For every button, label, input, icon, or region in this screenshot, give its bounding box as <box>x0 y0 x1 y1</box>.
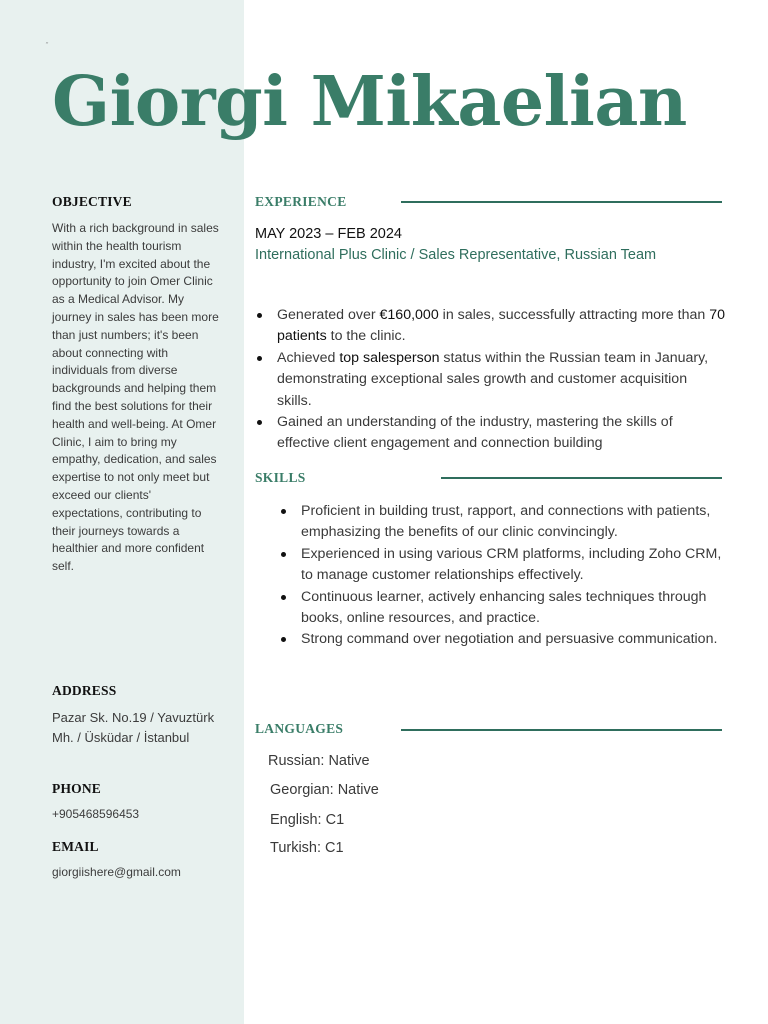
address-heading: ADDRESS <box>52 683 117 698</box>
language-item: Turkish: C1 <box>270 840 344 856</box>
objective-heading: OBJECTIVE <box>52 194 132 209</box>
skill-item: Strong command over negotiation and persuasive communication. <box>279 629 729 650</box>
skills-heading: SKILLS <box>255 470 306 485</box>
skill-item: Experienced in using various CRM platforms, including Zoho CRM, to manage customer relationships effectively. <box>279 544 729 587</box>
experience-date: MAY 2023 – FEB 2024 <box>255 226 402 242</box>
experience-bullets <box>255 305 725 455</box>
experience-role: International Plus Clinic / Sales Representative, Russian Team <box>255 247 657 263</box>
corner-mark: ˝ <box>45 42 49 50</box>
skills-list <box>279 501 729 651</box>
skills-divider <box>441 477 722 479</box>
phone-heading: PHONE <box>52 781 102 796</box>
email-address[interactable]: giorgiishere@gmail.com <box>52 865 181 879</box>
experience-heading: EXPERIENCE <box>255 194 347 209</box>
skill-item: Proficient in building trust, rapport, and connections with patients, emphasizing the benefits of our clinic convincingly. <box>279 501 729 544</box>
experience-divider <box>401 201 722 203</box>
language-item: English: C1 <box>270 812 345 828</box>
objective-text: With a rich background in sales within the health tourism industry, I'm excited about the opportunity to join Omer Clinic as a Medical Advisor. My journey in sales has been more than just numbers; it's been about connecting with individuals from diverse backgrounds and helping them find the best solutions for their health and well-being. At Omer Clinic, I aim to bring my empathy, dedication, and sales expertise to not only meet but exceed our clients' expectations, contributing to their journeys towards a healthier and more confident self. <box>52 221 219 574</box>
language-item: Russian: Native <box>268 753 370 769</box>
languages-divider <box>401 729 722 731</box>
language-item: Georgian: Native <box>270 782 379 798</box>
skill-item: Continuous learner, actively enhancing sales techniques through books, online resources, and practice. <box>279 587 729 630</box>
phone-number[interactable]: +905468596453 <box>52 807 140 821</box>
email-heading: EMAIL <box>52 839 99 854</box>
address-text: Pazar Sk. No.19 / Yavuztürk Mh. / Üsküdar / İstanbul <box>52 710 215 745</box>
languages-heading: LANGUAGES <box>255 721 344 736</box>
candidate-name: Giorgi Mikaelian <box>52 62 687 142</box>
experience-bullet: Achieved top salesperson status within the Russian team in January, demonstrating exceptional sales growth and customer acquisition skills. <box>255 348 725 412</box>
experience-bullet: Generated over €160,000 in sales, successfully attracting more than 70 patients to the clinic. <box>255 305 725 348</box>
experience-bullet: Gained an understanding of the industry, mastering the skills of effective client engagement and connection building <box>255 412 725 455</box>
